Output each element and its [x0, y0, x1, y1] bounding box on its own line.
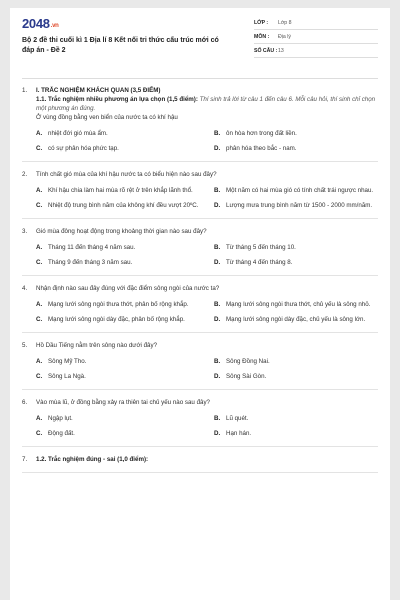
answer-option[interactable] [214, 243, 378, 252]
answer-options [22, 243, 378, 267]
question-stem: Gió mùa đông hoạt động trong khoảng thời gian nào sau đây? [36, 228, 207, 235]
option-letter: C. [36, 373, 43, 380]
question-stem: Hồ Dầu Tiếng nằm trên sông nào dưới đây? [36, 342, 158, 349]
option-letter: A. [36, 358, 43, 365]
option-letter: B. [214, 244, 221, 251]
option-text: Ngập lụt. [48, 415, 73, 422]
question-6 [22, 398, 378, 447]
option-text: Mạng lưới sông ngòi dày đặc, phân bố rộng khắp. [48, 316, 185, 323]
option-letter: A. [36, 130, 43, 137]
answer-option[interactable] [214, 414, 378, 423]
question-body [36, 170, 378, 179]
option-text: Mạng lưới sông ngòi thưa thớt, chủ yếu là sông nhỏ. [226, 301, 371, 308]
option-letter: C. [36, 316, 43, 323]
option-text: ôn hòa hơn trong đất liền. [226, 130, 297, 137]
question-body [36, 284, 378, 293]
question-line [22, 227, 378, 236]
answer-options [22, 300, 378, 324]
option-letter: B. [214, 358, 221, 365]
subsection-title [36, 455, 378, 464]
answer-option[interactable] [214, 144, 378, 153]
option-text: Lượng mưa trung bình năm từ 1500 - 2000 mm/năm. [226, 202, 373, 209]
option-text: Từ tháng 5 đến tháng 10. [226, 244, 296, 251]
option-letter: D. [214, 316, 221, 323]
question-body [36, 398, 378, 407]
answer-options [22, 186, 378, 210]
option-text: Hạn hán. [226, 430, 252, 437]
option-letter: D. [214, 202, 221, 209]
question-7 [22, 455, 378, 473]
document-title: Bộ 2 đề thi cuối kì 1 Địa lí 8 Kết nối tri thức cấu trúc mới có đáp án - Đề 2 [22, 37, 219, 54]
option-letter: B. [214, 301, 221, 308]
option-text: Từ tháng 4 đến tháng 8. [226, 259, 293, 266]
option-text: Tháng 9 đến tháng 3 năm sau. [48, 259, 133, 266]
meta-value: Địa lý [278, 33, 291, 40]
meta-key: MÔN : [254, 33, 270, 40]
answer-options [22, 129, 378, 153]
option-text: Tháng 11 đến tháng 4 năm sau. [48, 244, 136, 251]
option-text: Mạng lưới sông ngòi thưa thớt, phân bố rộng khắp. [48, 301, 189, 308]
answer-option[interactable] [214, 129, 378, 138]
option-text: Một năm có hai mùa gió có tính chất trái ngược nhau. [226, 187, 374, 194]
option-text: Động đất. [48, 430, 75, 437]
answer-option[interactable] [36, 144, 200, 153]
document-header [22, 16, 378, 76]
option-letter: A. [36, 187, 43, 194]
meta-table [254, 16, 378, 58]
answer-option[interactable] [214, 201, 378, 210]
option-text: Sông La Ngà. [48, 373, 86, 380]
question-body [36, 86, 378, 122]
answer-option[interactable] [214, 429, 378, 438]
subsection-instruction: Thí sinh trả lời từ câu 1 đến câu 6. Mỗi câu hỏi, thí sinh chỉ chọn một phương án đúng. [36, 96, 376, 112]
question-number: 4. [22, 285, 28, 292]
question-stem: Vào mùa lũ, ở đồng bằng xảy ra thiên tai chủ yếu nào sau đây? [36, 399, 210, 406]
answer-option[interactable] [36, 243, 200, 252]
option-text: Sông Đồng Nai. [226, 358, 270, 365]
question-body [36, 341, 378, 350]
question-number: 7. [22, 456, 28, 463]
meta-row-subject [254, 30, 378, 44]
question-5 [22, 341, 378, 390]
answer-option[interactable] [36, 315, 200, 324]
option-letter: D. [214, 430, 221, 437]
option-text: Sông Mỹ Tho. [48, 358, 87, 365]
meta-key: LỚP : [254, 19, 269, 26]
option-letter: B. [214, 415, 221, 422]
answer-option[interactable] [36, 372, 200, 381]
subsection-title [36, 95, 378, 113]
option-letter: C. [36, 145, 43, 152]
question-number: 3. [22, 228, 28, 235]
question-line [22, 86, 378, 122]
answer-option[interactable] [214, 186, 378, 195]
subsection-heading: 1.2. Trắc nghiệm đúng - sai (1,0 điểm): [36, 456, 149, 463]
answer-options [22, 414, 378, 438]
option-letter: C. [36, 430, 43, 437]
option-text: có sự phân hóa phức tạp. [48, 145, 119, 152]
option-letter: A. [36, 415, 43, 422]
option-text: Mạng lưới sông ngòi dày đặc, chủ yếu là sông lớn. [226, 316, 366, 323]
answer-option[interactable] [36, 258, 200, 267]
answer-option[interactable] [36, 129, 200, 138]
option-letter: C. [36, 259, 43, 266]
question-body [36, 227, 378, 236]
answer-option[interactable] [214, 300, 378, 309]
option-letter: D. [214, 145, 221, 152]
meta-key: SỐ CÂU : [254, 47, 278, 54]
question-line [22, 455, 378, 464]
question-number: 2. [22, 171, 28, 178]
question-line [22, 398, 378, 407]
meta-value: 13 [278, 47, 284, 54]
option-letter: A. [36, 244, 43, 251]
option-text: Lũ quét. [226, 415, 249, 422]
subsection-heading: 1.1. Trắc nghiệm nhiều phương án lựa chọn (1,5 điểm): [36, 96, 198, 103]
option-text: phân hóa theo bắc - nam. [226, 145, 297, 152]
question-body [36, 455, 378, 464]
answer-option[interactable] [36, 414, 200, 423]
logo-text: 2048 [22, 16, 50, 31]
question-1 [22, 86, 378, 162]
question-line [22, 341, 378, 350]
option-text: Khí hậu chia làm hai mùa rõ rệt ở trên khắp lãnh thổ. [48, 187, 193, 194]
option-letter: B. [214, 130, 221, 137]
question-number: 6. [22, 399, 28, 406]
option-text: Nhiệt độ trung bình năm của không khí đều vượt 20ºC. [48, 202, 199, 209]
question-stem: Nhận định nào sau đây đúng với đặc điểm sông ngòi của nước ta? [36, 285, 220, 292]
document-page [10, 8, 390, 600]
site-logo[interactable] [22, 16, 59, 31]
question-line [22, 284, 378, 293]
question-stem: Ở vùng đồng bằng ven biển của nước ta có khí hậu [36, 114, 178, 121]
option-letter: C. [36, 202, 43, 209]
answer-option[interactable] [214, 315, 378, 324]
option-letter: D. [214, 373, 221, 380]
answer-option[interactable] [36, 201, 200, 210]
answer-option[interactable] [214, 258, 378, 267]
option-letter: A. [36, 301, 43, 308]
option-letter: B. [214, 187, 221, 194]
logo-suffix: .vn [50, 23, 59, 29]
answer-option[interactable] [214, 357, 378, 366]
question-number: 5. [22, 342, 28, 349]
answer-option[interactable] [36, 429, 200, 438]
question-4 [22, 284, 378, 333]
question-number: 1. [22, 87, 28, 94]
question-line [22, 170, 378, 179]
meta-row-count [254, 44, 378, 58]
option-text: nhiệt đới gió mùa ẩm. [48, 130, 108, 137]
answer-option[interactable] [36, 300, 200, 309]
option-letter: D. [214, 259, 221, 266]
answer-option[interactable] [214, 372, 378, 381]
answer-option[interactable] [36, 186, 200, 195]
question-list [22, 86, 378, 481]
answer-option[interactable] [36, 357, 200, 366]
question-stem: Tính chất gió mùa của khí hậu nước ta có biểu hiện nào sau đây? [36, 171, 217, 178]
meta-row-class [254, 16, 378, 30]
header-divider [22, 78, 378, 79]
answer-options [22, 357, 378, 381]
question-2 [22, 170, 378, 219]
option-text: Sông Sài Gòn. [226, 373, 267, 380]
section-title: I. TRẮC NGHIỆM KHÁCH QUAN (3,5 ĐIỂM) [36, 87, 161, 94]
question-3 [22, 227, 378, 276]
meta-value: Lớp 8 [278, 19, 292, 26]
